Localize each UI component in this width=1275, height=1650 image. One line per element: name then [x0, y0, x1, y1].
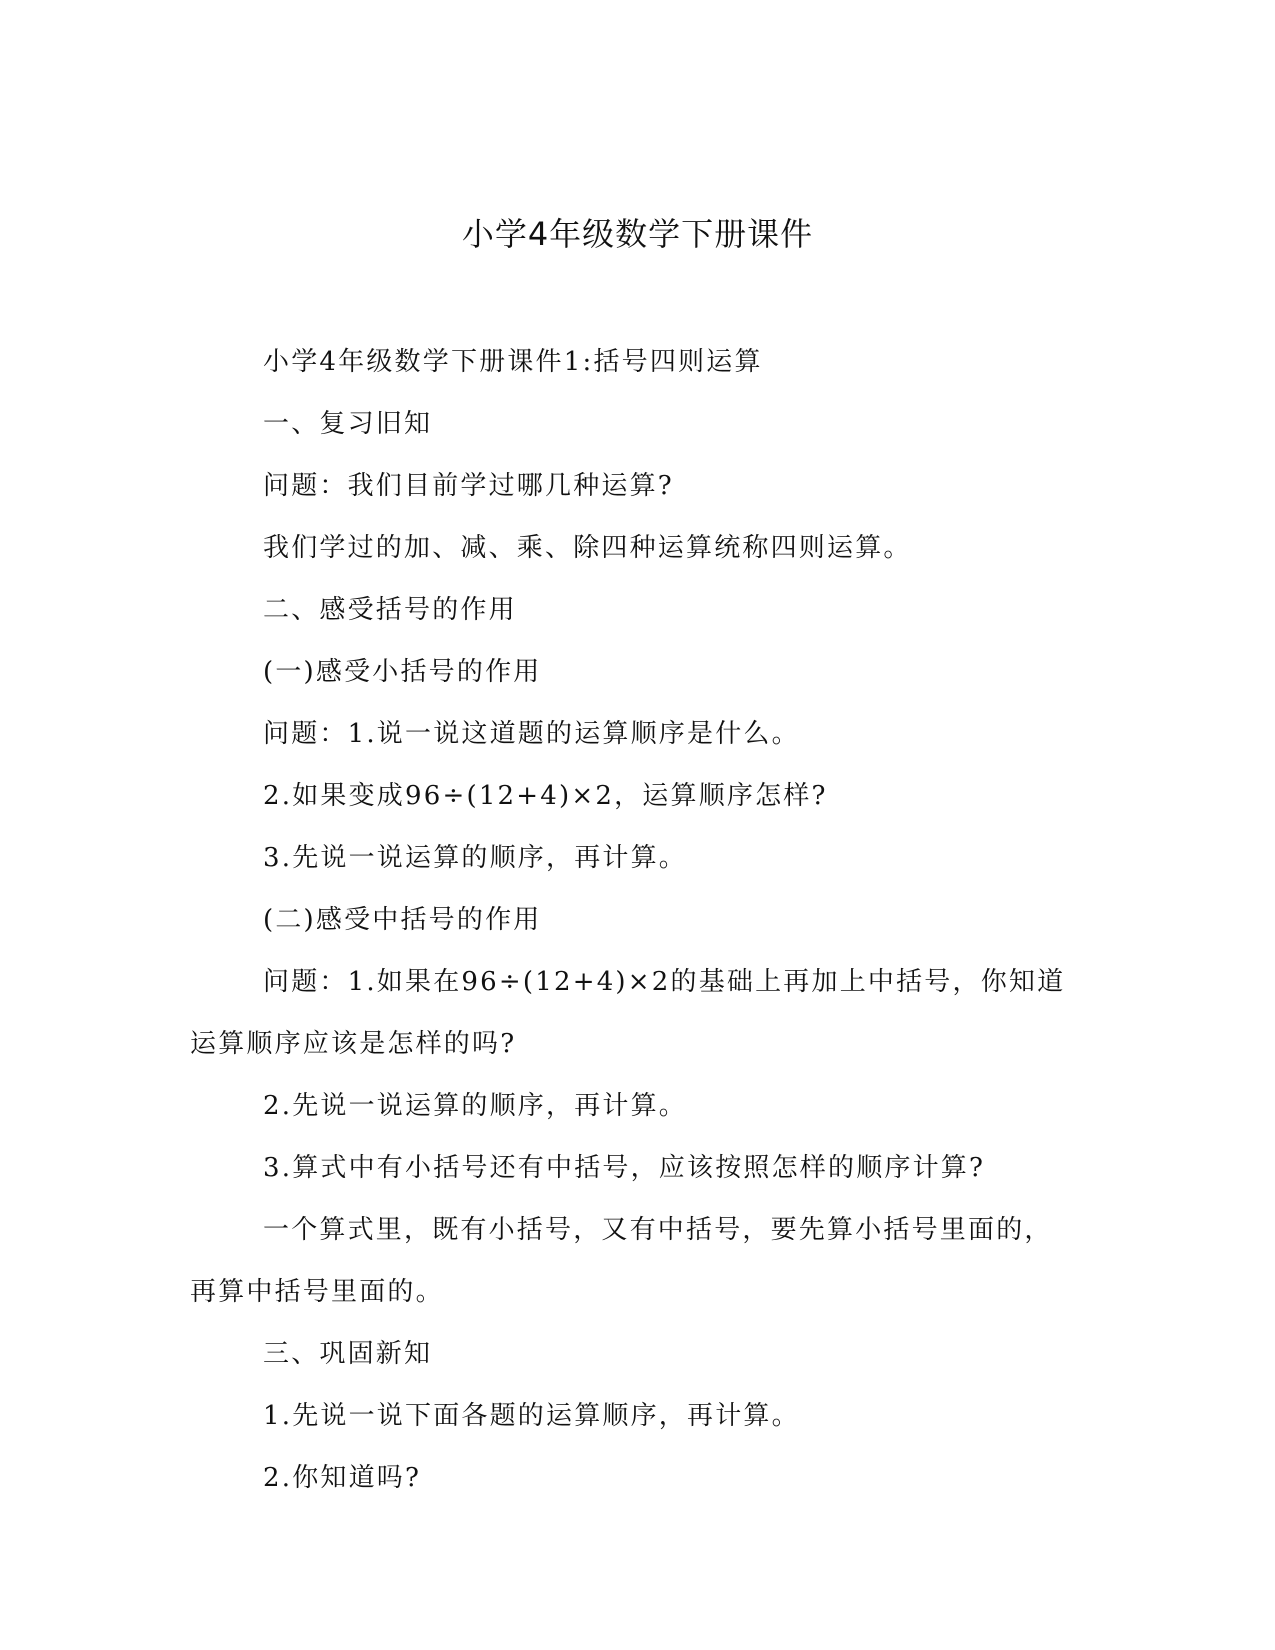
question-square-3: 3.算式中有小括号还有中括号，应该按照怎样的顺序计算?	[263, 1153, 986, 1183]
subheading-parentheses: (一)感受小括号的作用	[263, 657, 542, 687]
section-heading-brackets: 二、感受括号的作用	[263, 595, 517, 625]
question-square-1: 问题：1.如果在96÷(12+4)×2的基础上再加上中括号，你知道运算顺序应该是怎样的吗?	[190, 967, 1066, 1059]
section-heading-consolidate: 三、巩固新知	[263, 1339, 433, 1369]
document-title: 小学4年级数学下册课件	[461, 215, 814, 253]
answer-four-operations: 我们学过的加、减、乘、除四种运算统称四则运算。	[263, 533, 912, 563]
lesson-heading: 小学4年级数学下册课件1:括号四则运算	[263, 347, 763, 377]
question-order-1: 问题：1.说一说这道题的运算顺序是什么。	[263, 719, 800, 749]
rule-explanation: 一个算式里，既有小括号，又有中括号，要先算小括号里面的，再算中括号里面的。	[190, 1215, 1053, 1307]
question-square-2: 2.先说一说运算的顺序，再计算。	[263, 1091, 688, 1121]
subheading-square-brackets: (二)感受中括号的作用	[263, 905, 542, 935]
exercise-2: 2.你知道吗?	[263, 1463, 422, 1493]
question-order-3: 3.先说一说运算的顺序，再计算。	[263, 843, 688, 873]
document-body	[190, 331, 1070, 1509]
question-operations: 问题：我们目前学过哪几种运算?	[263, 471, 674, 501]
question-order-2: 2.如果变成96÷(12+4)×2，运算顺序怎样?	[263, 781, 828, 811]
section-heading-review: 一、复习旧知	[263, 409, 433, 439]
exercise-1: 1.先说一说下面各题的运算顺序，再计算。	[263, 1401, 800, 1431]
